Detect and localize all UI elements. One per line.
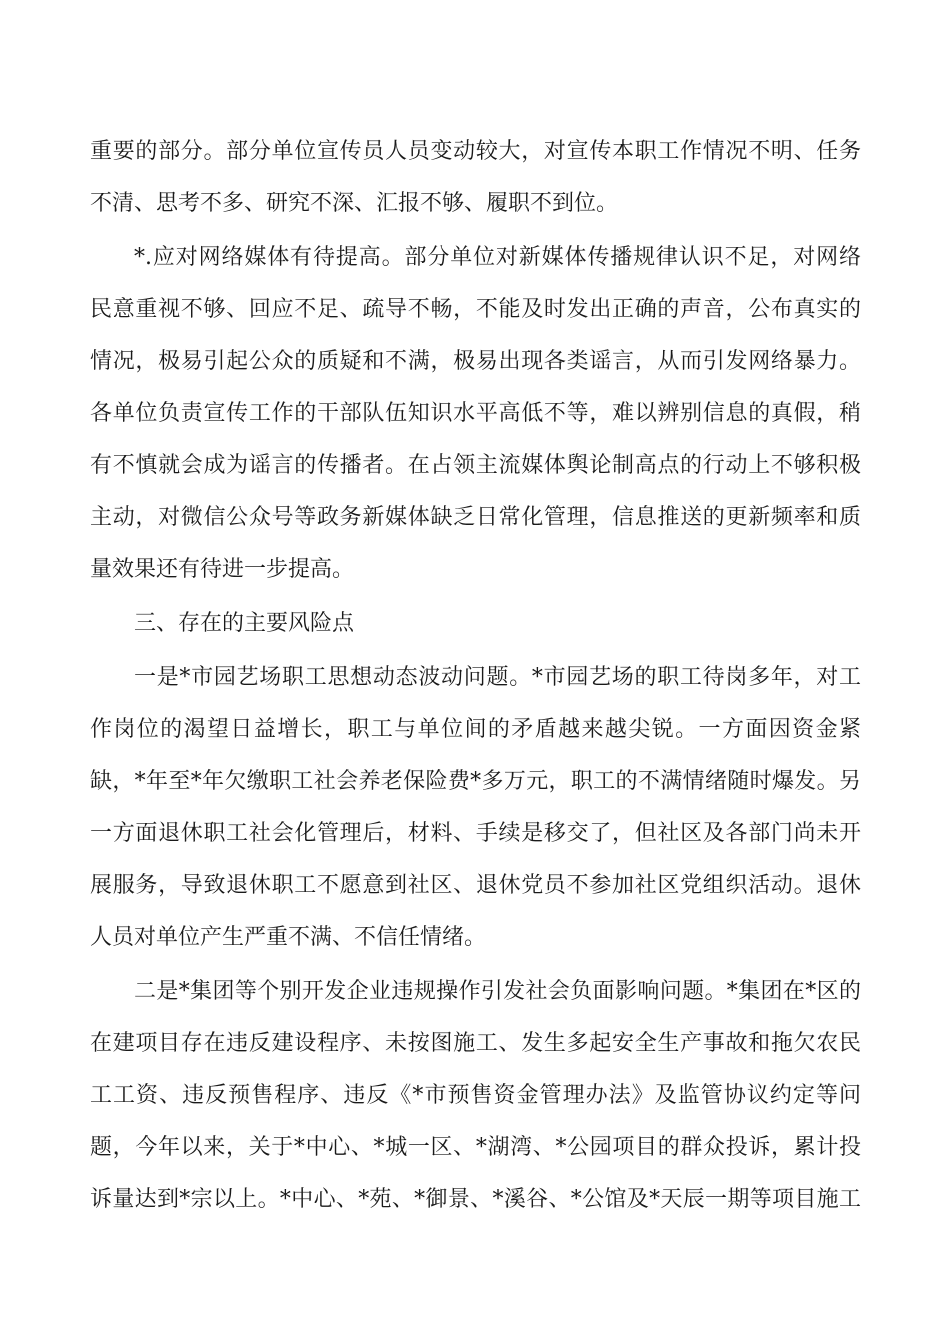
paragraph-2: [90, 232, 861, 596]
paragraph-4: [90, 966, 861, 1226]
text-line: 二是*集团等个别开发企业违规操作引发社会负面影响问题。*集团在*区的: [134, 979, 861, 1004]
text-line: 情况，极易引起公众的质疑和不满，极易出现各类谣言，从而引发网络暴力。: [90, 349, 861, 374]
text-line: *.应对网络媒体有待提高。部分单位对新媒体传播规律认识不足，对网络: [134, 245, 861, 270]
text-line: 展服务，导致退休职工不愿意到社区、退休党员不参加社区党组织活动。退休: [90, 873, 861, 898]
document-page: [90, 126, 861, 1226]
text-line: 重要的部分。部分单位宣传员人员变动较大，对宣传本职工作情况不明、任务: [90, 139, 861, 164]
text-line: 有不慎就会成为谣言的传播者。在占领主流媒体舆论制高点的行动上不够积极: [90, 453, 861, 478]
text-line: 作岗位的渴望日益增长，职工与单位间的矛盾越来越尖锐。一方面因资金紧: [90, 717, 861, 742]
section-heading: [90, 598, 861, 650]
text-line: 不清、思考不多、研究不深、汇报不够、履职不到位。: [90, 191, 619, 216]
text-line: 主动，对微信公众号等政务新媒体缺乏日常化管理，信息推送的更新频率和质: [90, 505, 861, 530]
text-line: 缺，*年至*年欠缴职工社会养老保险费*多万元，职工的不满情绪随时爆发。另: [90, 769, 861, 794]
text-line: 一方面退休职工社会化管理后，材料、手续是移交了，但社区及各部门尚未开: [90, 821, 861, 846]
text-line: 在建项目存在违反建设程序、未按图施工、发生多起安全生产事故和拖欠农民: [90, 1031, 861, 1056]
text-line: 诉量达到*宗以上。*中心、*苑、*御景、*溪谷、*公馆及*天辰一期等项目施工: [90, 1187, 861, 1212]
heading-line: 三、存在的主要风险点: [134, 611, 355, 636]
paragraph-3: [90, 652, 861, 964]
text-line: 各单位负责宣传工作的干部队伍知识水平高低不等，难以辨别信息的真假，稍: [90, 401, 861, 426]
text-line: 人员对单位产生严重不满、不信任情绪。: [90, 925, 487, 950]
text-line: 量效果还有待进一步提高。: [90, 557, 355, 582]
text-line: 题，今年以来，关于*中心、*城一区、*湖湾、*公园项目的群众投诉，累计投: [90, 1135, 861, 1160]
text-line: 一是*市园艺场职工思想动态波动问题。*市园艺场的职工待岗多年，对工: [134, 665, 861, 690]
text-line: 民意重视不够、回应不足、疏导不畅，不能及时发出正确的声音，公布真实的: [90, 297, 861, 322]
paragraph-1: [90, 126, 861, 230]
text-line: 工工资、违反预售程序、违反《*市预售资金管理办法》及监管协议约定等问: [90, 1083, 861, 1108]
